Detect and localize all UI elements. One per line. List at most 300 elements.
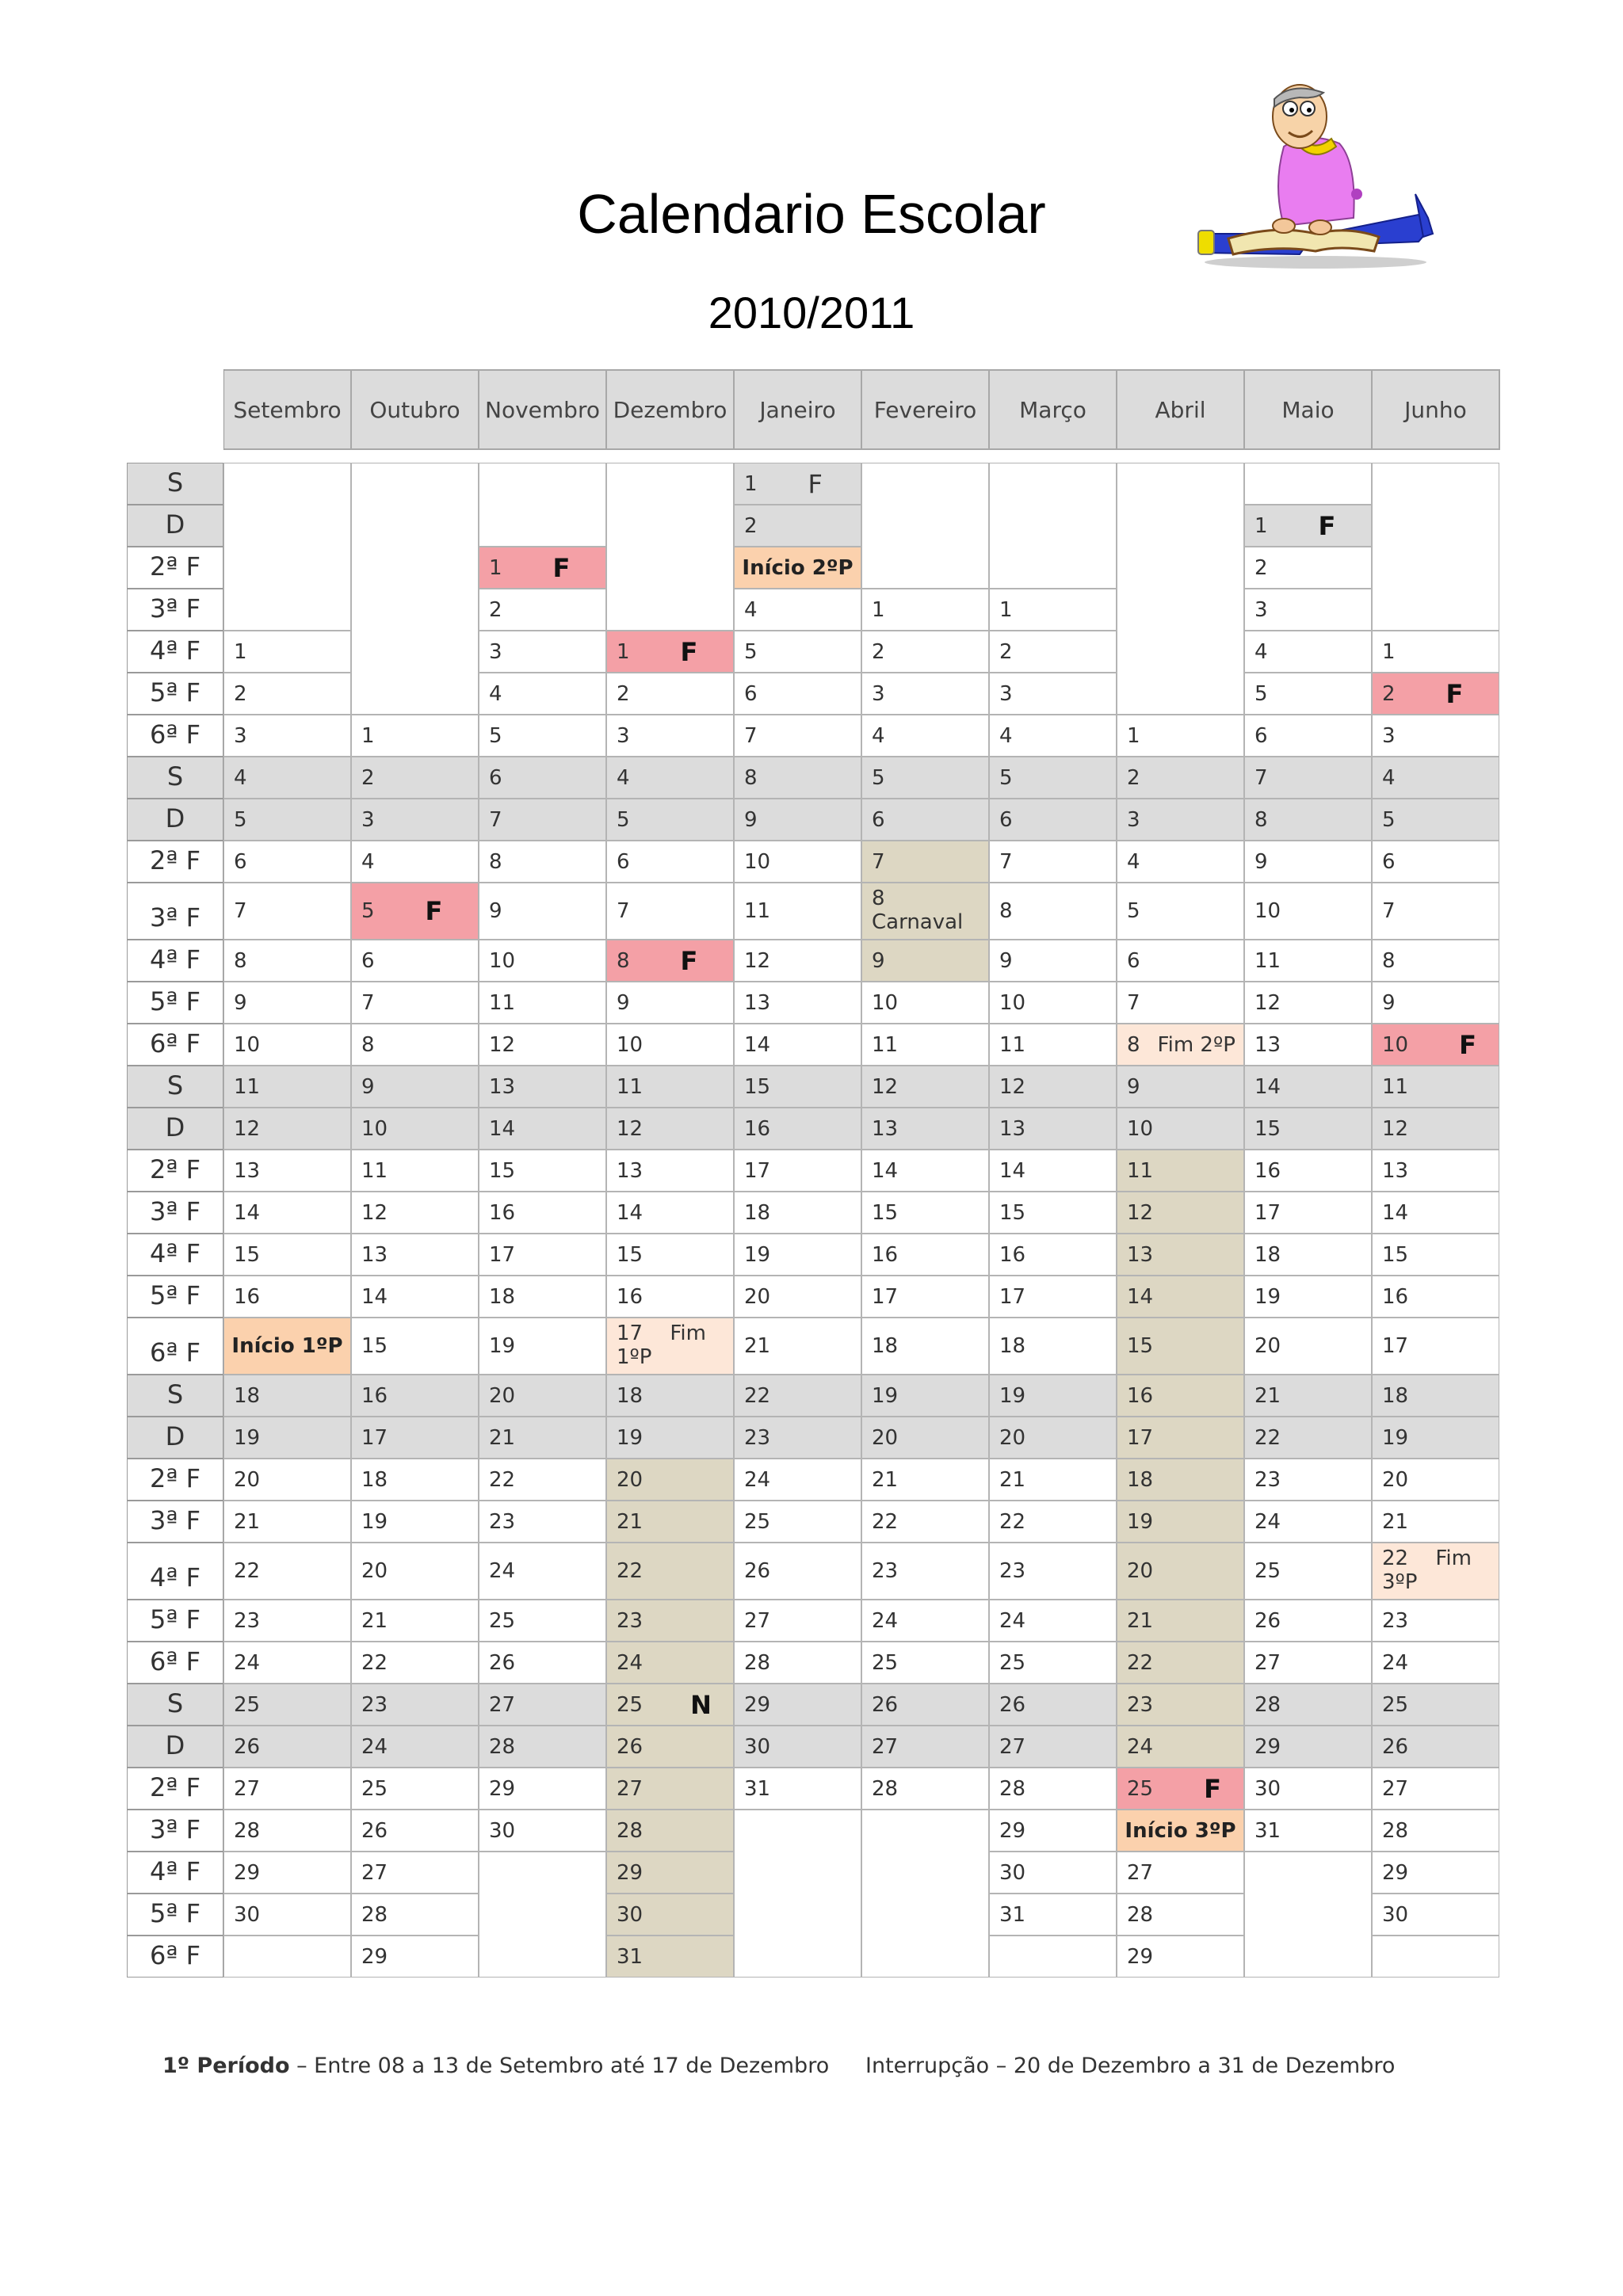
day-cell (223, 982, 351, 1024)
day-number: 2 (1382, 681, 1396, 706)
day-cell (223, 1066, 351, 1108)
day-cell (861, 1276, 989, 1318)
day-number: 3 (872, 681, 885, 706)
empty-cell (861, 463, 989, 589)
day-number: 6 (1382, 849, 1396, 874)
weekday-label: 3ª F (127, 1810, 223, 1852)
day-number: 4 (872, 723, 885, 748)
day-cell (1117, 757, 1244, 799)
day-cell (1117, 1318, 1244, 1375)
month-header-row (223, 369, 1500, 450)
day-number: 21 (361, 1608, 388, 1633)
day-number: 10 (1254, 899, 1281, 923)
day-number: 16 (999, 1242, 1026, 1267)
day-number: 29 (999, 1818, 1026, 1843)
day-number: 23 (361, 1692, 388, 1717)
day-cell (606, 1108, 734, 1150)
day-cell (1372, 1768, 1499, 1810)
day-number: 22 (234, 1559, 261, 1583)
day-number: 2 (489, 597, 502, 622)
day-cell (734, 1375, 861, 1417)
day-number: 21 (744, 1334, 771, 1358)
day-cell (1117, 1066, 1244, 1108)
day-cell (1117, 799, 1244, 841)
day-number: 3 (1382, 723, 1396, 748)
day-cell (861, 1234, 989, 1276)
day-cell (351, 799, 479, 841)
day-number: 7 (234, 899, 247, 923)
day-number: 19 (361, 1509, 388, 1534)
day-cell (1244, 1642, 1372, 1684)
day-number: 18 (1127, 1467, 1154, 1492)
day-number: 1 (617, 639, 630, 664)
day-cell (1372, 1543, 1499, 1600)
day-cell (989, 1192, 1117, 1234)
day-cell (351, 1066, 479, 1108)
day-number: 19 (744, 1242, 771, 1267)
period-label: Início 1ºP (231, 1334, 343, 1358)
day-number: 3 (234, 723, 247, 748)
day-number: 10 (1127, 1116, 1154, 1141)
day-cell (989, 589, 1117, 631)
day-cell (351, 1318, 479, 1375)
day-number: 23 (234, 1608, 261, 1633)
day-cell (734, 631, 861, 673)
day-number: 23 (489, 1509, 516, 1534)
day-cell (1372, 631, 1499, 673)
day-number: 27 (617, 1776, 643, 1801)
day-number: 15 (234, 1242, 261, 1267)
day-cell (223, 1276, 351, 1318)
day-number: 18 (617, 1383, 643, 1408)
day-number: 16 (361, 1383, 388, 1408)
day-cell (351, 1726, 479, 1768)
day-number: 22 (744, 1383, 771, 1408)
day-number: 22 (1127, 1650, 1154, 1675)
weekday-label: 6ª F (127, 1024, 223, 1066)
day-number: 3 (1254, 597, 1268, 622)
day-number: 22 (489, 1467, 516, 1492)
day-cell (734, 1501, 861, 1543)
weekday-label: D (127, 799, 223, 841)
empty-cell (1372, 463, 1499, 631)
day-number: 20 (489, 1383, 516, 1408)
day-cell (861, 940, 989, 982)
day-cell (861, 1108, 989, 1150)
day-number: 1 (1382, 639, 1396, 664)
day-number: 11 (999, 1032, 1026, 1057)
day-cell (861, 883, 989, 940)
day-number: 24 (1254, 1509, 1281, 1534)
day-number: 29 (234, 1860, 261, 1885)
day-cell (1244, 1192, 1372, 1234)
day-number: 3 (489, 639, 502, 664)
day-number: 20 (1127, 1559, 1154, 1583)
day-cell (351, 841, 479, 883)
day-cell (989, 940, 1117, 982)
day-cell (861, 1318, 989, 1375)
period-label: 3ºP (1382, 1570, 1418, 1594)
day-number: 6 (999, 807, 1013, 832)
day-number: 1 (1127, 723, 1140, 748)
day-cell (223, 673, 351, 715)
day-number: 7 (489, 807, 502, 832)
day-number: 12 (1382, 1116, 1409, 1141)
weekday-label: D (127, 505, 223, 547)
day-number: 17 (1127, 1425, 1154, 1450)
empty-cell (223, 463, 351, 631)
day-cell (989, 757, 1117, 799)
day-cell (989, 1234, 1117, 1276)
day-cell (1372, 1642, 1499, 1684)
day-number: 28 (617, 1818, 643, 1843)
day-cell (606, 1417, 734, 1459)
day-cell (1117, 841, 1244, 883)
day-number: 27 (234, 1776, 261, 1801)
day-cell (861, 841, 989, 883)
day-cell (734, 1066, 861, 1108)
day-cell (1244, 940, 1372, 982)
day-number: 24 (234, 1650, 261, 1675)
day-number: 8 (999, 899, 1013, 923)
day-number: 16 (744, 1116, 771, 1141)
day-cell (861, 1459, 989, 1501)
day-cell (479, 1642, 606, 1684)
day-number: 31 (999, 1902, 1026, 1927)
day-number: 19 (234, 1425, 261, 1450)
day-cell (479, 1375, 606, 1417)
day-cell (861, 673, 989, 715)
day-number: 11 (361, 1158, 388, 1183)
weekday-label: S (127, 1066, 223, 1108)
day-cell (1117, 715, 1244, 757)
day-cell (351, 1108, 479, 1150)
day-cell (734, 1192, 861, 1234)
day-cell (606, 1810, 734, 1852)
weekday-label: 5ª F (127, 1600, 223, 1642)
day-cell (351, 1276, 479, 1318)
day-cell (351, 1684, 479, 1726)
day-cell (223, 1375, 351, 1417)
day-cell (351, 1234, 479, 1276)
holiday-mark: F (808, 468, 823, 499)
day-number: 13 (617, 1158, 643, 1183)
day-number: 18 (1254, 1242, 1281, 1267)
day-number: 5 (872, 765, 885, 790)
day-cell (479, 982, 606, 1024)
day-cell (734, 1150, 861, 1192)
day-number: 13 (234, 1158, 261, 1183)
day-number: 22 (999, 1509, 1026, 1534)
day-cell (1244, 1318, 1372, 1375)
weekday-label: 5ª F (127, 982, 223, 1024)
day-number: 2 (1254, 555, 1268, 580)
day-cell (1372, 1417, 1499, 1459)
day-cell (1372, 1894, 1499, 1936)
day-cell (1244, 1768, 1372, 1810)
day-number: 9 (1127, 1074, 1140, 1099)
christmas-mark: N (690, 1689, 712, 1720)
day-cell (734, 1318, 861, 1375)
day-number: 17 (872, 1284, 899, 1309)
day-cell (606, 715, 734, 757)
day-number: 28 (999, 1776, 1026, 1801)
day-cell (351, 1459, 479, 1501)
day-number: 15 (999, 1200, 1026, 1225)
month-header: Maio (1245, 369, 1373, 450)
empty-cell (1372, 1936, 1499, 1978)
day-cell (223, 1234, 351, 1276)
day-cell (351, 1936, 479, 1978)
day-number: 4 (999, 723, 1013, 748)
day-cell (1372, 1108, 1499, 1150)
day-cell (223, 1768, 351, 1810)
day-number: 18 (234, 1383, 261, 1408)
day-cell (989, 1066, 1117, 1108)
day-number: 21 (1382, 1509, 1409, 1534)
day-cell (479, 1234, 606, 1276)
day-number: 26 (617, 1734, 643, 1759)
day-number: 13 (361, 1242, 388, 1267)
day-number: 11 (1127, 1158, 1154, 1183)
day-cell (734, 982, 861, 1024)
day-cell (1244, 589, 1372, 631)
day-cell (606, 1936, 734, 1978)
day-number: 3 (1127, 807, 1140, 832)
day-number: 13 (1254, 1032, 1281, 1057)
day-number: 13 (489, 1074, 516, 1099)
month-header: Fevereiro (862, 369, 990, 450)
day-cell (351, 1768, 479, 1810)
day-number: 27 (361, 1860, 388, 1885)
day-number: 11 (489, 990, 516, 1015)
day-number: 24 (1127, 1734, 1154, 1759)
day-cell (479, 883, 606, 940)
weekday-label: 4ª F (127, 1852, 223, 1894)
day-number: 21 (617, 1509, 643, 1534)
day-cell (1117, 1726, 1244, 1768)
empty-cell (1117, 463, 1244, 715)
day-number: 21 (999, 1467, 1026, 1492)
day-number: 23 (617, 1608, 643, 1633)
day-number: 6 (361, 948, 375, 973)
day-number: 12 (234, 1116, 261, 1141)
day-number: 27 (999, 1734, 1026, 1759)
day-cell (734, 1543, 861, 1600)
day-number: 12 (1127, 1200, 1154, 1225)
weekday-label: 5ª F (127, 1894, 223, 1936)
holiday-mark: F (425, 896, 443, 926)
day-cell (734, 715, 861, 757)
day-number: 24 (1382, 1650, 1409, 1675)
day-cell (606, 1234, 734, 1276)
day-cell (989, 1543, 1117, 1600)
day-cell (606, 631, 734, 673)
day-number: 2 (617, 681, 630, 706)
day-cell (861, 1642, 989, 1684)
day-cell (1372, 1066, 1499, 1108)
day-number: 25 (234, 1692, 261, 1717)
day-cell (479, 1600, 606, 1642)
day-cell (351, 1810, 479, 1852)
day-cell (479, 1276, 606, 1318)
day-cell (989, 1726, 1117, 1768)
day-cell (1117, 1501, 1244, 1543)
day-cell (479, 1768, 606, 1810)
day-number: 19 (1254, 1284, 1281, 1309)
day-number: 24 (489, 1559, 516, 1583)
day-number: 24 (361, 1734, 388, 1759)
day-number: 6 (489, 765, 502, 790)
day-cell (734, 1024, 861, 1066)
day-number: 4 (489, 681, 502, 706)
day-number: 7 (1382, 899, 1396, 923)
day-number: 21 (489, 1425, 516, 1450)
weekday-label: S (127, 1684, 223, 1726)
day-cell (734, 589, 861, 631)
day-cell (989, 1810, 1117, 1852)
day-cell (1117, 1459, 1244, 1501)
day-number: 8 (1254, 807, 1268, 832)
day-cell (1372, 883, 1499, 940)
day-number: 11 (872, 1032, 899, 1057)
day-number: 26 (744, 1559, 771, 1583)
day-cell (1372, 1501, 1499, 1543)
day-cell (223, 1600, 351, 1642)
day-number: 2 (234, 681, 247, 706)
day-cell (606, 673, 734, 715)
day-cell (861, 1066, 989, 1108)
weekday-label: 4ª F (127, 1543, 223, 1600)
day-cell (479, 1192, 606, 1234)
day-number: 5 (489, 723, 502, 748)
weekday-label: 3ª F (127, 1501, 223, 1543)
day-number: 9 (489, 899, 502, 923)
day-cell (1244, 1726, 1372, 1768)
weekday-label: 3ª F (127, 589, 223, 631)
day-number: 28 (234, 1818, 261, 1843)
day-number: 30 (1254, 1776, 1281, 1801)
day-cell (1117, 1150, 1244, 1192)
day-number: 27 (872, 1734, 899, 1759)
day-cell (1372, 1318, 1499, 1375)
day-number: 19 (872, 1383, 899, 1408)
empty-cell (989, 463, 1117, 589)
day-cell (606, 1066, 734, 1108)
day-number: 23 (1127, 1692, 1154, 1717)
weekday-label: S (127, 1375, 223, 1417)
day-cell (989, 631, 1117, 673)
day-number: 4 (361, 849, 375, 874)
page-title: Calendario Escolar (577, 183, 1046, 245)
day-number: 13 (1382, 1158, 1409, 1183)
day-number: 18 (744, 1200, 771, 1225)
day-cell (1372, 1852, 1499, 1894)
month-header: Dezembro (607, 369, 735, 450)
day-cell (989, 1417, 1117, 1459)
day-cell (351, 1543, 479, 1600)
day-cell (734, 757, 861, 799)
day-number: 8 (234, 948, 247, 973)
day-cell (734, 1642, 861, 1684)
month-header: Outubro (352, 369, 479, 450)
day-cell (606, 1684, 734, 1726)
day-cell (479, 547, 606, 589)
holiday-mark: F (1204, 1773, 1221, 1804)
footer-interrupcao: Interrupção – 20 de Dezembro a 31 de Dezembro (865, 2054, 1396, 2078)
day-number: 1 (744, 471, 758, 496)
day-cell (861, 1417, 989, 1459)
weekday-label: 2ª F (127, 547, 223, 589)
day-number: 8 (872, 887, 885, 911)
day-number: 26 (999, 1692, 1026, 1717)
weekday-label: 2ª F (127, 1768, 223, 1810)
month-header: Setembro (224, 369, 352, 450)
day-number: 4 (744, 597, 758, 622)
day-number: 7 (1254, 765, 1268, 790)
empty-cell (861, 1810, 989, 1978)
day-number: 30 (489, 1818, 516, 1843)
day-cell (1117, 1108, 1244, 1150)
day-cell (734, 940, 861, 982)
day-number: 11 (1382, 1074, 1409, 1099)
day-number: 22 (1254, 1425, 1281, 1450)
day-number: 28 (1382, 1818, 1409, 1843)
day-cell (989, 715, 1117, 757)
day-cell (861, 1375, 989, 1417)
day-number: 18 (361, 1467, 388, 1492)
day-cell (606, 1600, 734, 1642)
day-cell (861, 1150, 989, 1192)
day-number: 14 (1254, 1074, 1281, 1099)
day-number: 15 (1254, 1116, 1281, 1141)
day-cell (1117, 1936, 1244, 1978)
day-number: 20 (234, 1467, 261, 1492)
day-cell (1117, 1192, 1244, 1234)
day-number: 6 (1254, 723, 1268, 748)
footer-periodo-label: 1º Período (162, 2054, 290, 2078)
day-cell (1372, 1192, 1499, 1234)
day-cell (1117, 1024, 1244, 1066)
day-cell (479, 673, 606, 715)
weekday-label: 4ª F (127, 940, 223, 982)
reading-boy-illustration (1181, 75, 1450, 273)
day-cell (223, 1543, 351, 1600)
day-number: 11 (1254, 948, 1281, 973)
day-cell (606, 1894, 734, 1936)
day-cell (479, 1318, 606, 1375)
day-cell (479, 841, 606, 883)
day-cell (223, 757, 351, 799)
day-cell (606, 883, 734, 940)
day-cell (1244, 505, 1372, 547)
day-number: 8 (1127, 1032, 1140, 1057)
day-cell (1244, 841, 1372, 883)
day-cell (861, 1543, 989, 1600)
day-number: 19 (489, 1334, 516, 1358)
day-cell (734, 1234, 861, 1276)
day-cell (1117, 1375, 1244, 1417)
day-number: 5 (361, 899, 375, 923)
day-number: 28 (1254, 1692, 1281, 1717)
day-number: 29 (489, 1776, 516, 1801)
day-number: 6 (1127, 948, 1140, 973)
day-number: 16 (872, 1242, 899, 1267)
day-number: 6 (234, 849, 247, 874)
day-number: 25 (744, 1509, 771, 1534)
day-cell (479, 799, 606, 841)
day-cell (223, 1417, 351, 1459)
